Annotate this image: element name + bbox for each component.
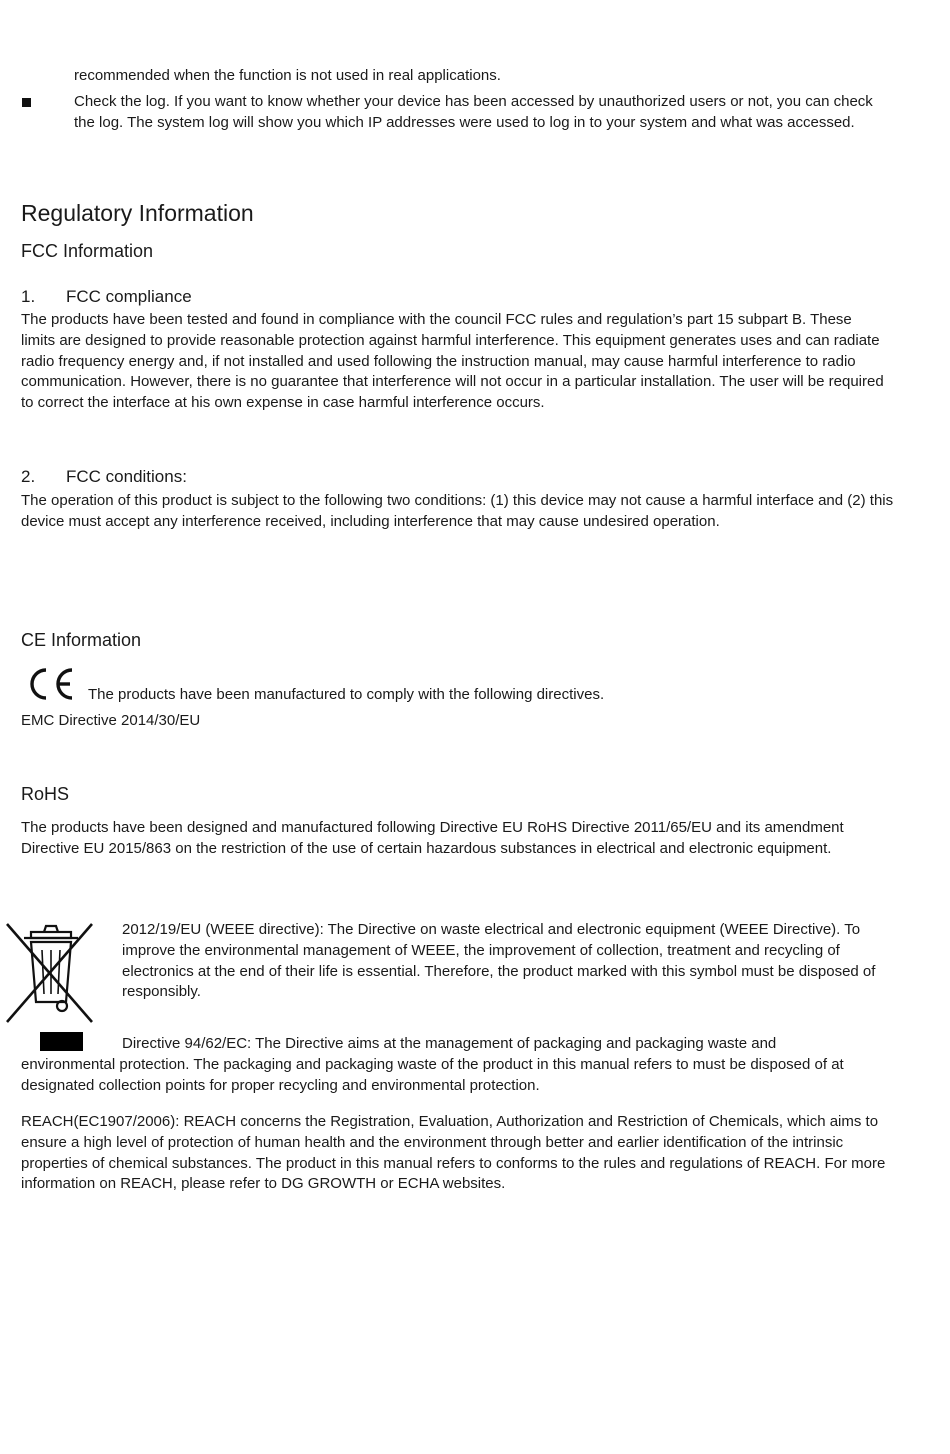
packaging-body: environmental protection. The packaging and packaging waste of the product in this manual refers to must be disposed of at designated collection points for proper recycling and environmental protection.: [21, 1056, 844, 1094]
page-title: Regulatory Information: [21, 200, 254, 226]
fcc-heading: FCC Information: [21, 241, 154, 261]
crossed-out-wheelie-bin-icon: [4, 920, 96, 1054]
fcc-conditions-body: The operation of this product is subject to the following two conditions: (1) this device may not cause a harmful interface and (2) this device must accept any interference received, including interference that may cause undesired operation.: [21, 492, 894, 530]
weee-body: 2012/19/EU (WEEE directive): The Directive on waste electrical and electronic equipment (WEEE Directive). To improve the environmental management of WEEE, the improvement of collection, treatment and recycling of electronics at the end of their life is essential. Therefore, the product marked with this symbol must be disposed of responsibly.: [122, 921, 876, 1001]
fcc-compliance-heading: [21, 286, 192, 308]
ce-statement: The products have been manufactured to comply with the following directives.: [88, 686, 605, 703]
ce-emc-directive: EMC Directive 2014/30/EU: [21, 712, 201, 729]
fcc-conditions-title: FCC conditions:: [66, 467, 187, 486]
ce-mark-icon: [26, 666, 76, 702]
square-bullet-icon: [22, 98, 31, 107]
rohs-body: The products have been designed and manufactured following Directive EU RoHS Directive 2011/65/EU and its amendment Directive EU 2015/863 on the restriction of the use of certain hazardous substances in electrical and electronic equipment.: [21, 819, 844, 857]
security-paragraph-continuation: recommended when the function is not used in real applications.: [74, 67, 501, 84]
packaging-line-1: Directive 94/62/EC: The Directive aims at the management of packaging and packaging waste and: [122, 1035, 777, 1052]
rohs-heading: RoHS: [21, 784, 70, 804]
reach-body: REACH(EC1907/2006): REACH concerns the Registration, Evaluation, Authorization and Restriction of Chemicals, which aims to ensure a high level of protection of human health and the environment through better and earlier identification of the intrinsic properties of chemical substances. The product in this manual refers to conforms to the rules and regulations of REACH. For more information on REACH, please refer to DG GROWTH or ECHA websites.: [21, 1113, 886, 1193]
ce-heading: CE Information: [21, 630, 142, 650]
fcc-conditions-heading: [21, 466, 187, 488]
fcc-compliance-body: The products have been tested and found in compliance with the council FCC rules and regulation’s part 15 subpart B. These limits are designed to provide reasonable protection against harmful interference. This equipment generates uses and can radiate radio frequency energy and, if not installed and used following the instruction manual, may cause harmful interference to radio communication. However, there is no guarantee that interference will not occur in a particular installation. The user will be required to correct the interface at his own expense in case harmful interference occurs.: [21, 311, 884, 412]
security-bullet-log: Check the log. If you want to know whether your device has been accessed by unauthorized users or not, you can check the log. The system log will show you which IP addresses were used to log in to your system and what was accessed.: [74, 93, 873, 131]
fcc-compliance-number: 1.: [21, 287, 36, 306]
fcc-conditions-number: 2.: [21, 467, 36, 486]
fcc-compliance-title: FCC compliance: [66, 287, 192, 306]
